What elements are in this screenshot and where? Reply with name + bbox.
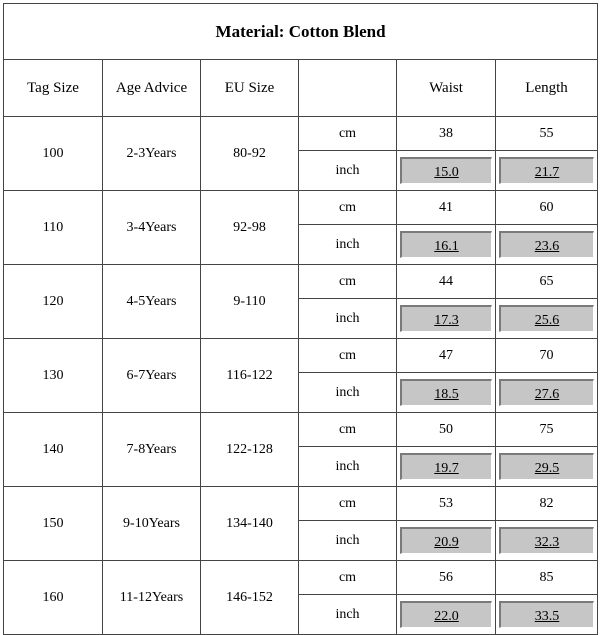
eu-size-cell: 122-128	[201, 413, 299, 487]
table-row	[4, 117, 598, 151]
header-unit	[299, 60, 397, 117]
age-advice-cell: 3-4Years	[103, 191, 201, 265]
unit-cm-cell: cm	[299, 265, 397, 299]
waist-inch-cell	[397, 225, 496, 265]
length-inch-value: 29.5	[499, 453, 594, 480]
length-inch-cell	[496, 299, 598, 339]
unit-cm-cell: cm	[299, 117, 397, 151]
age-advice-cell: 2-3Years	[103, 117, 201, 191]
table-row	[4, 487, 598, 521]
header-length: Length	[496, 60, 598, 117]
unit-inch-cell: inch	[299, 447, 397, 487]
unit-cm-cell: cm	[299, 413, 397, 447]
waist-inch-cell	[397, 447, 496, 487]
unit-cm-cell: cm	[299, 561, 397, 595]
waist-cm-cell: 47	[397, 339, 496, 373]
age-advice-cell: 11-12Years	[103, 561, 201, 635]
size-chart	[3, 3, 597, 624]
tag-size-cell: 100	[4, 117, 103, 191]
length-inch-cell	[496, 521, 598, 561]
length-inch-value: 33.5	[499, 601, 594, 628]
unit-cm-cell: cm	[299, 339, 397, 373]
eu-size-cell: 134-140	[201, 487, 299, 561]
length-cm-cell: 85	[496, 561, 598, 595]
table-row	[4, 413, 598, 447]
length-cm-cell: 70	[496, 339, 598, 373]
waist-inch-cell	[397, 521, 496, 561]
unit-cm-cell: cm	[299, 191, 397, 225]
eu-size-cell: 146-152	[201, 561, 299, 635]
length-inch-cell	[496, 447, 598, 487]
waist-cm-cell: 50	[397, 413, 496, 447]
header-eu-size: EU Size	[201, 60, 299, 117]
eu-size-cell: 92-98	[201, 191, 299, 265]
length-cm-cell: 82	[496, 487, 598, 521]
unit-inch-cell: inch	[299, 151, 397, 191]
length-inch-value: 25.6	[499, 305, 594, 332]
age-advice-cell: 6-7Years	[103, 339, 201, 413]
unit-cm-cell: cm	[299, 487, 397, 521]
unit-inch-cell: inch	[299, 521, 397, 561]
unit-inch-cell: inch	[299, 595, 397, 635]
tag-size-cell: 110	[4, 191, 103, 265]
unit-inch-cell: inch	[299, 299, 397, 339]
tag-size-cell: 160	[4, 561, 103, 635]
tag-size-cell: 130	[4, 339, 103, 413]
header-tag-size: Tag Size	[4, 60, 103, 117]
waist-cm-cell: 44	[397, 265, 496, 299]
age-advice-cell: 9-10Years	[103, 487, 201, 561]
waist-inch-value: 16.1	[400, 231, 492, 258]
length-cm-cell: 65	[496, 265, 598, 299]
waist-cm-cell: 38	[397, 117, 496, 151]
eu-size-cell: 116-122	[201, 339, 299, 413]
waist-cm-cell: 41	[397, 191, 496, 225]
length-inch-value: 21.7	[499, 157, 594, 184]
length-cm-cell: 75	[496, 413, 598, 447]
unit-inch-cell: inch	[299, 225, 397, 265]
waist-inch-cell	[397, 373, 496, 413]
tag-size-cell: 150	[4, 487, 103, 561]
waist-inch-value: 19.7	[400, 453, 492, 480]
table-row	[4, 339, 598, 373]
table-row	[4, 561, 598, 595]
waist-cm-cell: 56	[397, 561, 496, 595]
eu-size-cell: 9-110	[201, 265, 299, 339]
eu-size-cell: 80-92	[201, 117, 299, 191]
length-inch-value: 32.3	[499, 527, 594, 554]
unit-inch-cell: inch	[299, 373, 397, 413]
age-advice-cell: 4-5Years	[103, 265, 201, 339]
size-table	[3, 3, 598, 635]
length-cm-cell: 55	[496, 117, 598, 151]
header-row	[4, 60, 598, 117]
waist-inch-cell	[397, 299, 496, 339]
length-inch-cell	[496, 373, 598, 413]
length-inch-value: 27.6	[499, 379, 594, 406]
tag-size-cell: 140	[4, 413, 103, 487]
length-inch-cell	[496, 225, 598, 265]
waist-inch-value: 20.9	[400, 527, 492, 554]
waist-inch-cell	[397, 151, 496, 191]
waist-inch-value: 17.3	[400, 305, 492, 332]
length-inch-value: 23.6	[499, 231, 594, 258]
length-inch-cell	[496, 595, 598, 635]
table-row	[4, 191, 598, 225]
header-age-advice: Age Advice	[103, 60, 201, 117]
tag-size-cell: 120	[4, 265, 103, 339]
table-row	[4, 265, 598, 299]
header-waist: Waist	[397, 60, 496, 117]
waist-inch-value: 15.0	[400, 157, 492, 184]
length-cm-cell: 60	[496, 191, 598, 225]
waist-inch-cell	[397, 595, 496, 635]
table-title: Material: Cotton Blend	[4, 4, 598, 60]
age-advice-cell: 7-8Years	[103, 413, 201, 487]
waist-cm-cell: 53	[397, 487, 496, 521]
waist-inch-value: 18.5	[400, 379, 492, 406]
length-inch-cell	[496, 151, 598, 191]
waist-inch-value: 22.0	[400, 601, 492, 628]
